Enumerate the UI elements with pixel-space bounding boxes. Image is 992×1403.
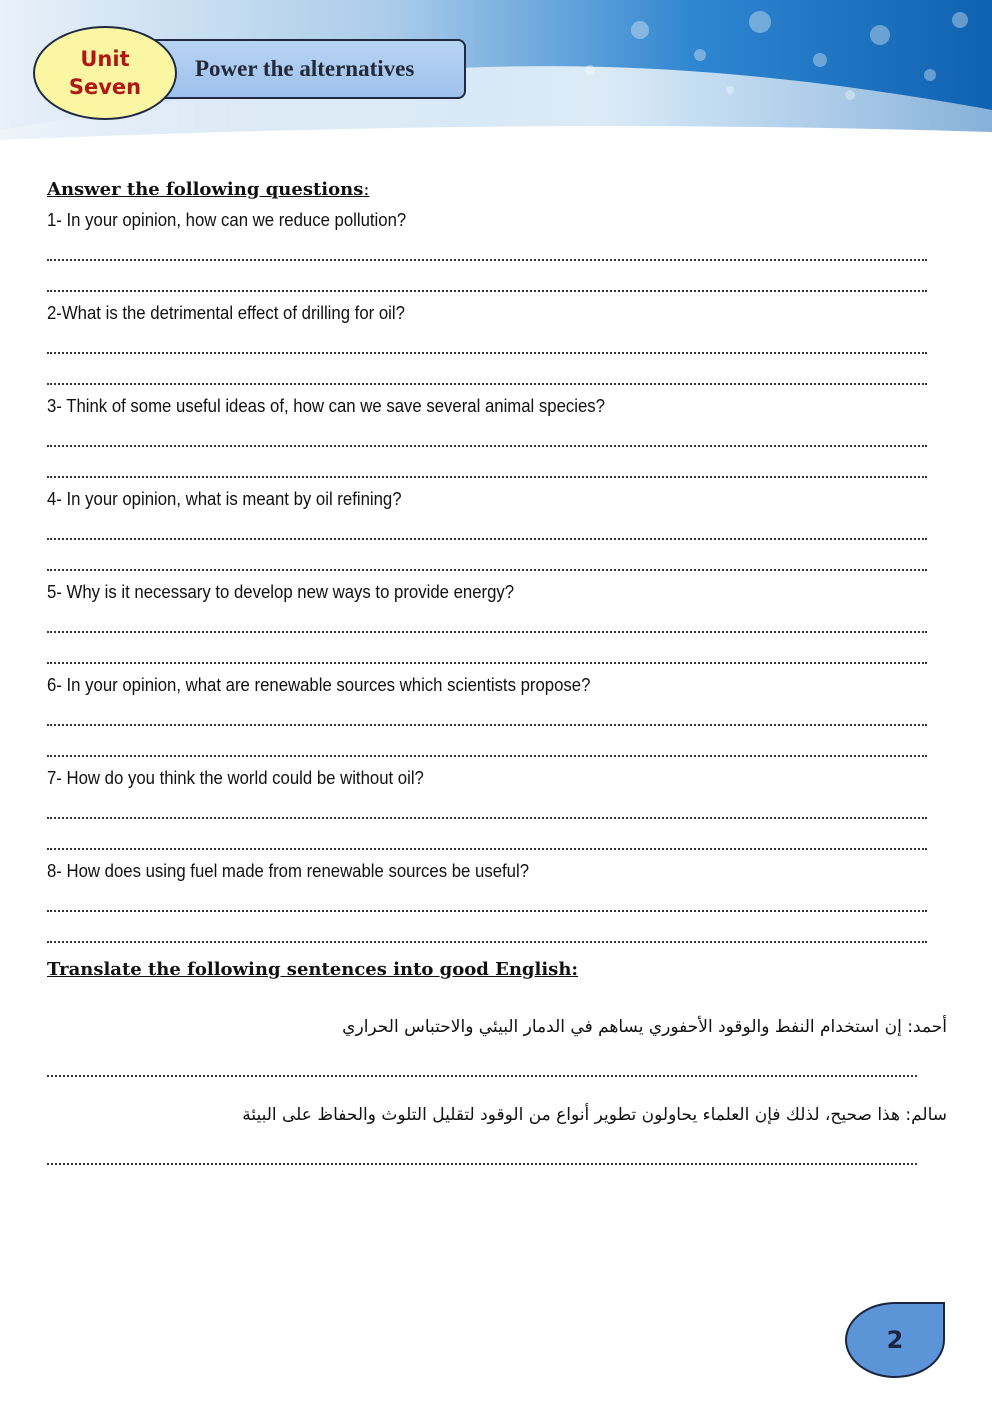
answer-line[interactable]	[47, 515, 947, 546]
answer-line[interactable]	[47, 701, 947, 732]
answer-line[interactable]	[47, 329, 947, 360]
answer-line[interactable]	[47, 422, 947, 453]
unit-title: Power the alternatives	[195, 56, 415, 81]
question-8: 8- How does using fuel made from renewable sources be useful?	[47, 861, 530, 881]
answer-line[interactable]	[47, 267, 947, 298]
translation-line[interactable]	[47, 1135, 947, 1171]
question-6: 6- In your opinion, what are renewable sources which scientists propose?	[47, 675, 591, 695]
answer-line[interactable]	[47, 825, 947, 856]
unit-number: Seven	[68, 75, 142, 99]
questions-heading: Answer the following questions:	[47, 179, 370, 200]
question-5: 5- Why is it necessary to develop new ways to provide energy?	[47, 582, 515, 602]
answer-line[interactable]	[47, 360, 947, 391]
question-4: 4- In your opinion, what is meant by oil refining?	[47, 489, 402, 509]
answer-line[interactable]	[47, 453, 947, 484]
translate-heading: Translate the following sentences into good English:	[47, 959, 579, 980]
arabic-sentence-2: سالم: هذا صحيح، لذلك فإن العلماء يحاولون تطوير أنواع من الوقود لتقليل التلوث والحفاظ على البيئة	[242, 1105, 947, 1125]
unit-label: Unit	[80, 47, 130, 71]
question-1: 1- In your opinion, how can we reduce pollution?	[47, 210, 407, 230]
translation-line[interactable]	[47, 1047, 947, 1083]
worksheet-content	[47, 175, 947, 1171]
page-number: 2	[886, 1326, 904, 1354]
heading-colon: :	[363, 179, 370, 200]
answer-line[interactable]	[47, 918, 947, 949]
answer-line[interactable]	[47, 608, 947, 639]
unit-title-box	[140, 39, 466, 99]
question-3: 3- Think of some useful ideas of, how can we save several animal species?	[47, 396, 605, 416]
question-2: 2-What is the detrimental effect of drilling for oil?	[47, 303, 405, 323]
question-7: 7- How do you think the world could be without oil?	[47, 768, 424, 788]
answer-line[interactable]	[47, 794, 947, 825]
unit-badge	[33, 26, 177, 120]
page-number-badge	[845, 1302, 945, 1378]
answer-line[interactable]	[47, 887, 947, 918]
answer-line[interactable]	[47, 732, 947, 763]
answer-line[interactable]	[47, 639, 947, 670]
answer-line[interactable]	[47, 236, 947, 267]
arabic-sentence-1: أحمد: إن استخدام النفط والوقود الأحفوري يساهم في الدمار البيئي والاحتباس الحراري	[342, 1017, 947, 1037]
answer-line[interactable]	[47, 546, 947, 577]
